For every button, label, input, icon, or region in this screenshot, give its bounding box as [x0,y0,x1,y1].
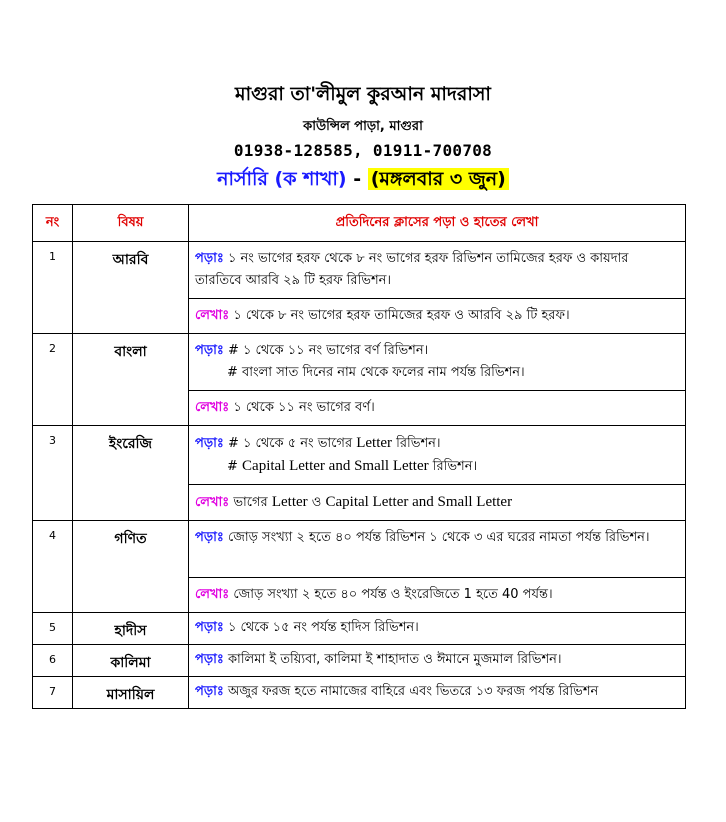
class-name: নার্সারি (ক শাখা) [217,168,347,190]
read-text-2: # [227,459,243,474]
subject-name: গণিত [73,521,189,613]
read-text: কালিমা ই তয়্যিবা, কালিমা ই শাহাদাত ও ঈমানে মুজমাল রিভিশন। [227,652,562,667]
read-text: ১ নং ভাগের হরফ থেকে ৮ নং ভাগের হরফ রিভিশন তামিজের হরফ ও কায়দার তারতিবে আরবি ২৯ টি হরফ রিভিশন। [195,251,629,288]
write-cell [189,299,686,334]
write-text-en: Letter [271,494,308,510]
write-text: ভাগের [233,495,272,510]
row-number: 6 [33,645,73,677]
row-number: 1 [33,242,73,334]
subject-name: ইংরেজি [73,426,189,521]
table-row [33,242,686,299]
write-label: লেখাঃ [195,400,230,415]
read-label: পড়াঃ [195,684,224,699]
write-cell [189,485,686,521]
write-label: লেখাঃ [195,308,230,323]
col-header-lesson: প্রতিদিনের ক্লাসের পড়া ও হাতের লেখা [189,205,686,242]
read-label: পড়াঃ [195,530,224,545]
school-address: কাউন্সিল পাড়া, মাগুরা [303,119,423,134]
read-label: পড়াঃ [195,343,224,358]
write-text-and: ও [307,495,326,510]
read-text: অজুর ফরজ হতে নামাজের বাহিরে এবং ভিতরে ১৩ ফরজ পর্যন্ত রিভিশন [227,684,599,699]
school-name: মাগুরা তা'লীমুল কুরআন মাদরাসা [235,83,491,105]
table-row [33,677,686,709]
write-text: ১ থেকে ৮ নং ভাগের হরফ তামিজের হরফ ও আরবি ২৯ টি হরফ। [233,308,570,323]
read-cell [189,426,686,485]
row-number: 4 [33,521,73,613]
read-cell [189,645,686,677]
read-cell [189,242,686,299]
table-row [33,334,686,391]
routine-table [32,204,686,709]
table-row [33,426,686,485]
subject-name: হাদীস [73,613,189,645]
write-cell [189,391,686,426]
subject-name: মাসায়িল [73,677,189,709]
phone-numbers: 01938-128585, 01911-700708 [233,141,493,160]
read-cell [189,677,686,709]
read-text: # ১ থেকে ১১ নং ভাগের বর্ণ রিভিশন। [227,343,429,358]
read-label: পড়াঃ [195,436,224,451]
row-number: 3 [33,426,73,521]
read-text-2-en: Capital Letter and Small Letter [242,458,429,474]
row-number: 2 [33,334,73,426]
read-text-2-end: রিভিশন। [428,459,478,474]
read-line-2 [195,455,679,478]
write-text-en-2: Capital Letter and Small Letter [325,494,513,510]
read-label: পড়াঃ [195,652,224,667]
read-text: জোড় সংখ্যা ২ হতে ৪০ পর্যন্ত রিভিশন ১ থেকে ৩ এর ঘরের নামতা পর্যন্ত রিভিশন। [227,530,650,545]
subject-name: আরবি [73,242,189,334]
col-header-no: নং [33,205,73,242]
date-highlight: (মঙ্গলবার ৩ জুন) [368,168,509,190]
read-text-end: রিভিশন। [392,436,441,451]
read-cell [189,613,686,645]
write-cell [189,578,686,613]
table-row [33,613,686,645]
read-label: পড়াঃ [195,251,224,266]
subject-name: বাংলা [73,334,189,426]
read-label: পড়াঃ [195,620,224,635]
col-header-subject: বিষয় [73,205,189,242]
subject-name: কালিমা [73,645,189,677]
write-label: লেখাঃ [195,495,230,510]
read-cell [189,334,686,391]
read-text: ১ থেকে ১৫ নং পর্যন্ত হাদিস রিভিশন। [227,620,419,635]
read-cell [189,521,686,578]
class-date-line [0,165,726,197]
write-text: ১ থেকে ১১ নং ভাগের বর্ণ। [233,400,375,415]
write-text: জোড় সংখ্যা ২ হতে ৪০ পর্যন্ত ও ইংরেজিতে 1 হতে 40 পর্যন্ত। [233,587,553,602]
separator-dash: - [346,168,368,190]
row-number: 5 [33,613,73,645]
row-number: 7 [33,677,73,709]
write-label: লেখাঃ [195,587,230,602]
table-row [33,645,686,677]
read-text-2: # বাংলা সাত দিনের নাম থেকে ফলের নাম পর্যন্ত রিভিশন। [227,365,525,380]
read-text: # ১ থেকে ৫ নং ভাগের [227,436,357,451]
read-text-en: Letter [356,435,393,451]
table-row [33,521,686,578]
table-header-row [33,205,686,242]
